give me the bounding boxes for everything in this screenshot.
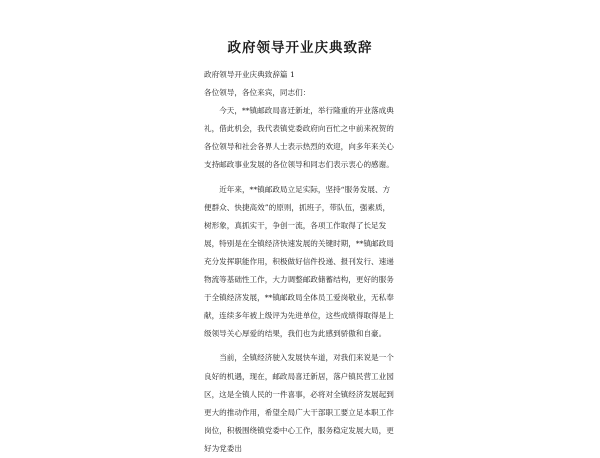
document-subtitle: 政府领导开业庆典致辞篇 1 [204, 70, 295, 79]
document-body [204, 66, 394, 458]
greeting: 各位领导，各位来宾，同志们： [204, 88, 311, 98]
paragraph-2: 近年来，**镇邮政局立足实际，坚持“服务发展、方便群众、快捷高效”的原则，抓班子，带队伍，强素质，树形象，真抓实干，争创一流，各项工作取得了长足发展，特别是在全镇经济快速发展的关键时期，**镇邮政局充分发挥职能作用，积极做好信件投递、报刊发行、速递物流等基础性工作，大力调整邮政储蓄结构，更好的服务于全镇经济发展，**镇邮政局全体员工爱岗敬业，无私奉献，连续多年被上级评为先进单位，这些成绩得取得是上级领导关心厚爱的结果，我们也为此感到骄傲和自豪。 [204, 184, 394, 339]
paragraph-1: 今天，**镇邮政局喜迁新址，举行隆重的开业落成典礼，借此机会，我代表镇党委政府向百忙之中前来祝贺的各位领导和社会各界人士表示热烈的欢迎，向多年来关心支持邮政事业发展的各位领导和同志们表示衷心的感谢。 [204, 106, 394, 170]
document-title: 政府领导开业庆典致辞 [227, 40, 373, 56]
paragraph-3: 当前，全镇经济驶入发展快车道，对我们来说是一个良好的机遇，现在，邮政局喜迁新居，落户镇民营工业园区，这是全镇人民的一件喜事，必将对全镇经济发展起到更大的推动作用，希望全局广大干部职工要立足本职工作岗位，积极围绕镇党委中心工作，服务稳定发展大局，更好为党委出 [204, 353, 394, 453]
